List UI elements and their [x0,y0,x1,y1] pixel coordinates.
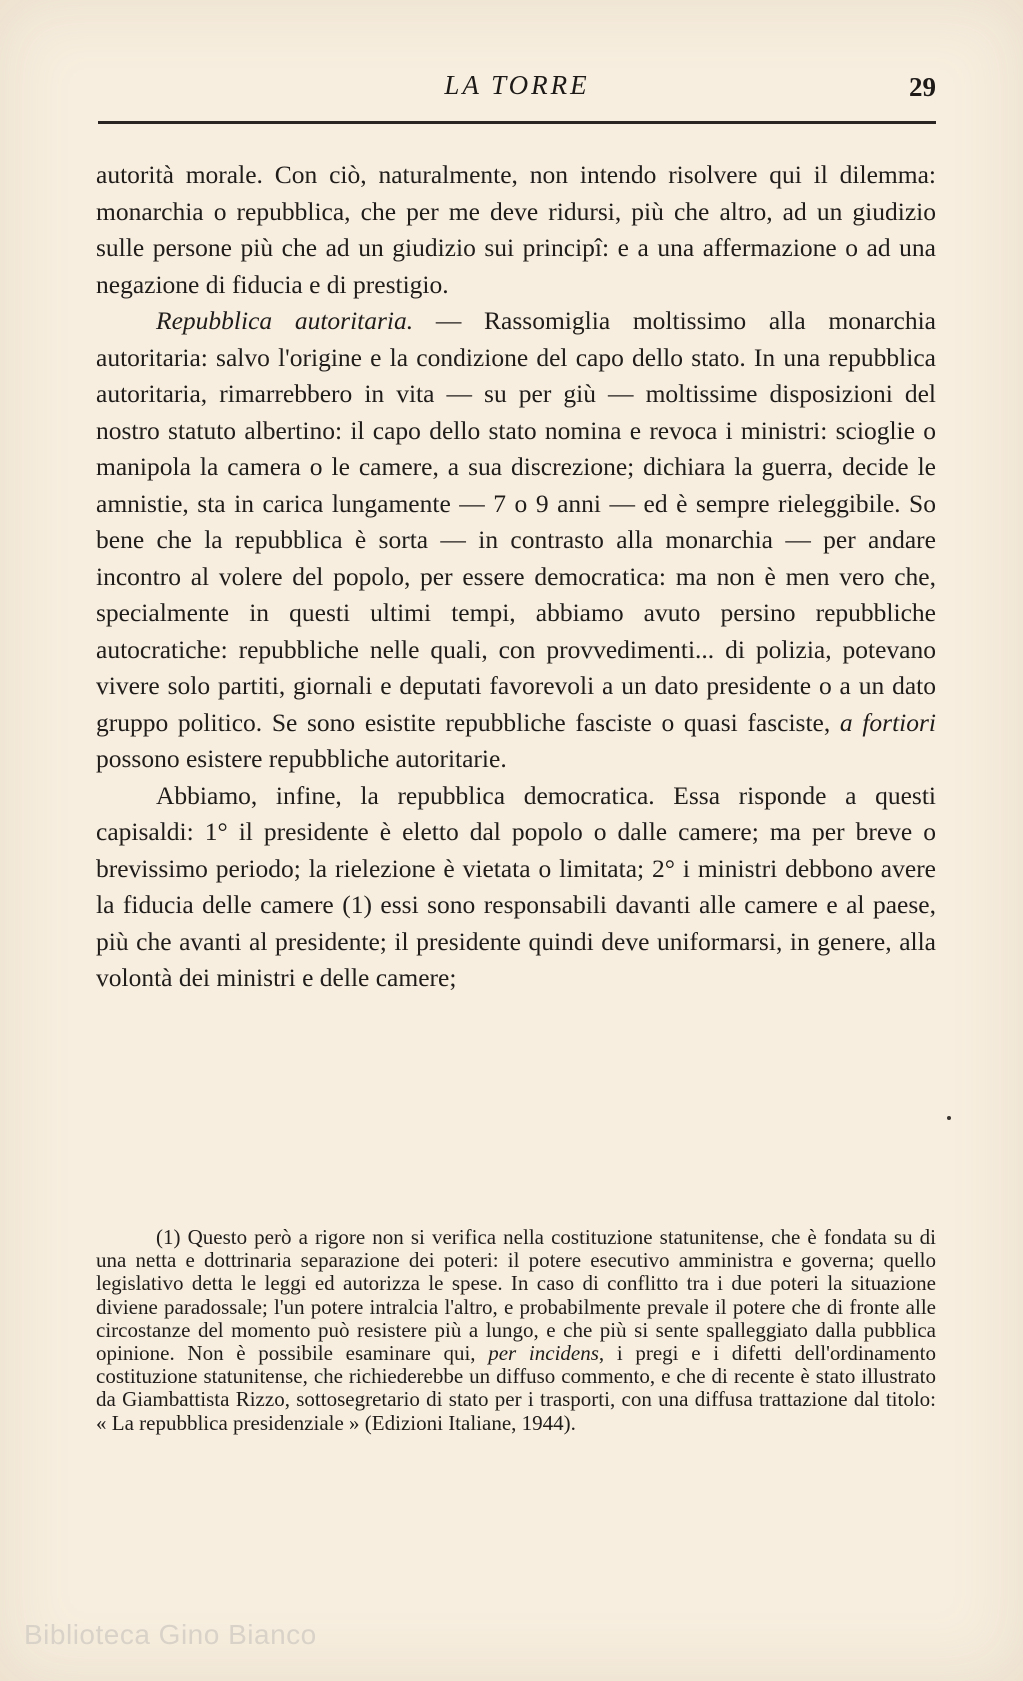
page-header [98,70,936,110]
section-heading-repubblica-autoritaria: Repubblica autoritaria. [156,306,414,335]
paragraph-2-end: possono esistere repubbliche autoritarie. [96,744,507,773]
footnote [96,1226,936,1435]
paragraph-1 [96,157,936,303]
paragraph-2-text: — Rassomiglia moltissimo alla monarchia autoritaria: salvo l'origine e la condizione del capo dello stato. In una repubblica autoritaria, rimarrebbero in vita — su per giù — moltissime disposizioni del nostro statuto albertino: il capo dello stato nomina e revoca i ministri: scioglie o manipola la camera o le camere, a sua discrezione; dichiara la guerra, decide le amnistie, sta in carica lungamente — 7 o 9 anni — ed è sempre rieleggibile. So bene che la repubblica è sorta — in contrasto alla monarchia — per andare incontro al volere del popolo, per essere democratica: ma non è men vero che, specialmente in questi ultimi tempi, abbiamo avuto persino repubbliche autocratiche: repubbliche nelle quali, con provvedimenti... di polizia, potevano vivere solo partiti, giornali e deputati favorevoli a un dato presidente o a un dato gruppo politico. Se sono esistite repubbliche fasciste o quasi fasciste, [96,306,937,737]
paragraph-2 [96,303,936,778]
body-text [96,157,936,997]
italic-a-fortiori: a fortiori [839,707,937,737]
italic-per-incidens: per incidens [488,1341,599,1366]
footnote-text-start: (1) Questo però a rigore non si verifica nella costituzione statunitense, che è fondata su di una netta e dottrinaria separazione dei poteri: il potere esecutivo amministra e governa; quello legislativo detta le leggi ed autorizza le spese. In caso di conflitto tra i due poteri la situazione diviene paradossale; l'un potere intralcia l'altro, e probabilmente prevale il potere che di fronte alle circostanze del momento può resistere più a lungo, e che più si sente spalleggiato dalla pubblica opinione. Non è possibile esaminare qui, [96,1225,936,1366]
paragraph-3-text: Abbiamo, infine, la repubblica democratica. Essa risponde a questi capisaldi: 1° il presidente è eletto dal popolo o dalle camere; ma per breve o brevissimo periodo; la rielezione è vietata o limitata; 2° i ministri debbono avere la fiducia delle camere (1) essi sono responsabili davanti alle camere e al paese, più che avanti al presidente; il presidente quindi deve uniformarsi, in genere, alla volontà dei ministri e delle camere; [96,780,936,992]
paragraph-1-text: autorità morale. Con ciò, naturalmente, non intendo risolvere qui il dilemma: monarchia o repubblica, che per me deve ridursi, più che altro, ad un giudizio sulle persone più che ad un giudizio sui principî: e a una affermazione o ad una negazione di fiducia e di prestigio. [96,160,936,299]
footnote-1 [96,1226,936,1435]
paragraph-3 [96,778,936,997]
header-rule [98,121,936,124]
footnote-text-end: , i pregi e i difetti dell'ordinamento costituzione statunitense, che richiederebbe un diffuso commento, e che di recente è stato illustrato da Giambattista Rizzo, sottosegretario di stato per i trasporti, con una diffusa trattazione dal titolo: « La repubblica presidenziale » (Edizioni Italiane, 1944). [96,1341,936,1435]
page-number: 29 [909,72,936,102]
running-title: LA TORRE [444,70,590,100]
library-watermark: Biblioteca Gino Bianco [24,1619,317,1650]
margin-dot [947,1116,951,1120]
